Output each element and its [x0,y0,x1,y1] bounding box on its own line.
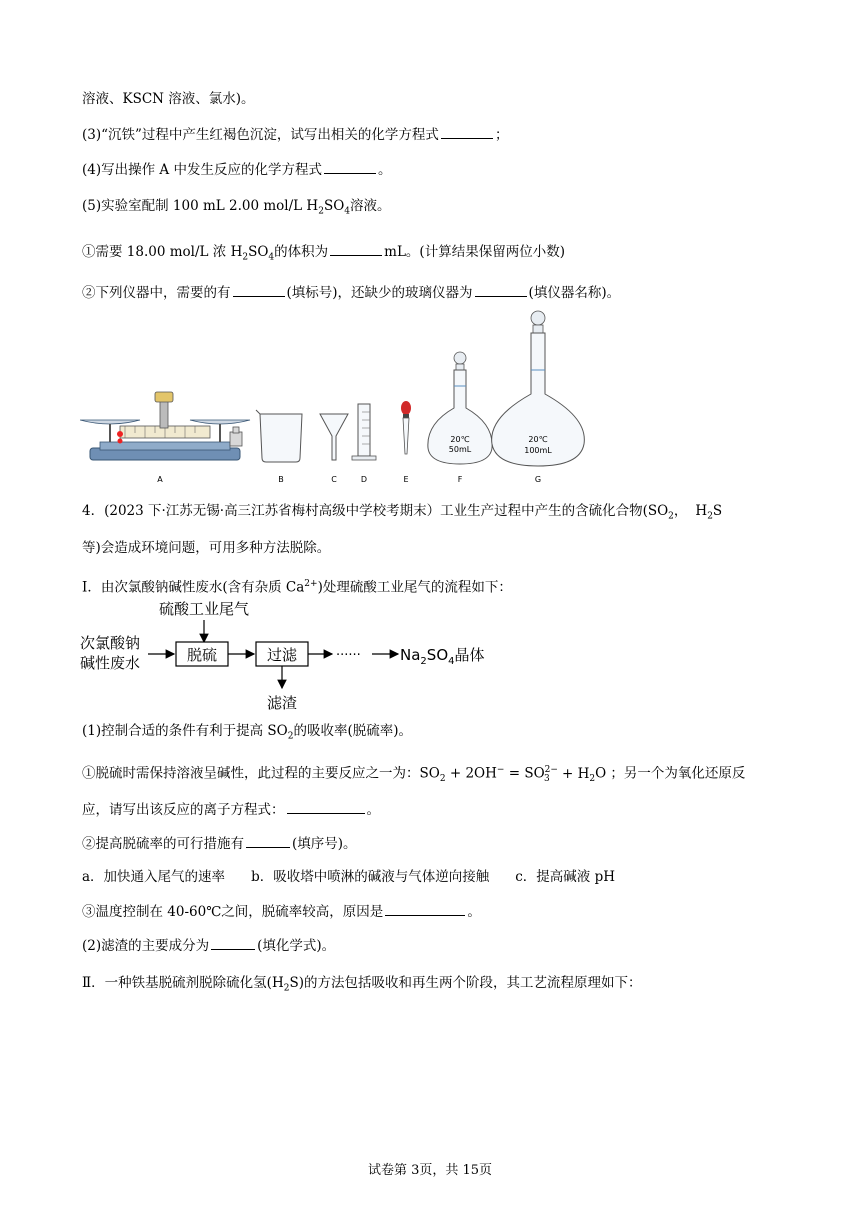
text: S [712,503,723,519]
answer-blank [246,833,290,848]
flow-product: $Na_2SO_4$晶体 [400,646,485,667]
text: (3)“沉铁”过程中产生红褐色沉淀，试写出相关的化学方程式 [82,127,439,143]
flow-ellipsis: ······ [336,648,361,663]
subscript: 2 [287,731,294,742]
subscript: 3 [543,774,550,785]
apparatus-figure [80,308,600,488]
flow-input-water: 碱性废水 [80,654,141,672]
funnel-icon [320,414,348,460]
question-4-stem [82,501,722,527]
text: ③温度控制在 40-60℃之间，脱硫率较高，原因是 [82,904,384,920]
text: )处理硫酸工业尾气的流程如下： [317,579,512,596]
text: SO [323,198,345,214]
sub-question-1-3 [82,901,481,922]
flask-volume-label: 50mL [448,445,472,454]
text-line [82,799,380,820]
text: (4)写出操作 A 中发生反应的化学方程式 [82,162,322,178]
answer-blank [330,241,382,256]
option-a: a．加快通入尾气的速率 [82,869,226,885]
superscript: − [496,765,505,775]
text: Ⅱ．一种铁基脱硫剂脱除硫化氢(H [82,975,284,991]
option-b: b．吸收塔中喷淋的碱液与气体逆向接触 [251,869,490,885]
flask-volume-label: 100mL [524,446,552,455]
text: SO [248,244,269,260]
answer-blank [441,124,493,139]
options-line [82,867,615,887]
sub-question-2 [82,935,335,956]
label-g: G [534,475,542,484]
volumetric-flask-50ml-icon [428,352,492,464]
subscript: 4 [268,252,275,263]
answer-blank [287,799,365,814]
subscript: 2 [589,774,596,785]
text: (5)实验室配制 100 mL 2.00 mol/L H [82,198,319,214]
text: ②下列仪器中，需要的有 [82,285,231,301]
text: (2)滤渣的主要成分为 [82,938,210,954]
part-2-intro [82,973,641,999]
subscript: 2 [707,511,713,522]
dropper-icon [401,401,411,454]
text: 应，请写出该反应的离子方程式： [82,802,285,818]
sub-question-1 [82,241,565,268]
text: + H [557,765,590,782]
text: 溶液、KSCN 溶液、氯水)。 [82,91,255,107]
text: 。 [467,904,481,920]
text: 4．(2023 下·江苏无锡·高三江苏省梅村高级中学校考期末）工业生产过程中产生的含硫化合物(SO [82,503,669,519]
superscript: 2+ [304,579,318,589]
subscript: 2 [668,511,674,522]
question-3 [82,124,508,145]
text: mL。(计算结果保留两位小数) [384,244,565,260]
answer-blank [324,159,376,174]
sub-question-1-2 [82,833,357,854]
text-line [82,538,330,558]
label-e: E [403,475,409,484]
text-line [82,89,255,109]
text: 。 [377,162,392,178]
text: 的吸收率(脱硫率)。 [293,723,413,739]
text: S)的方法包括吸收和再生两个阶段，其工艺流程原理如下： [289,975,642,991]
flask-temp-label: 20℃ [450,435,470,444]
answer-blank [233,282,285,297]
text: 。 [366,802,380,818]
superscript: 2− [544,765,558,775]
text: ①需要 18.00 mol/L 浓 H [82,244,243,260]
text: 溶液。 [350,198,391,214]
subscript: 4 [344,206,351,217]
answer-blank [475,282,527,297]
text: = SO [504,765,545,782]
subscript: 2 [318,206,324,217]
flow-box-label: 过滤 [266,646,298,664]
question-4 [82,159,391,180]
graduated-cylinder-icon [352,404,376,460]
text: 等)会造成环境问题，可用多种方法脱除。 [82,540,331,556]
flow-input-gas: 硫酸工业尾气 [158,600,250,618]
flow-diagram [80,598,500,714]
sub-question-1 [82,721,412,747]
balance-icon [80,392,250,460]
page-footer: 试卷第 3页，共 15页 [367,1163,493,1178]
text: H [695,503,708,519]
text: ①脱硫时需保持溶液呈碱性，此过程的主要反应之一为：SO [82,765,440,782]
beaker-icon [256,410,302,462]
answer-blank [211,935,255,950]
sub-question-2 [82,282,620,303]
question-5 [82,196,391,222]
subscript: 2 [439,774,446,785]
subscript: 2 [283,983,290,994]
part-1-intro [82,574,512,598]
text: ， [673,503,688,519]
sub-question-1-1 [82,760,745,789]
text: ； [494,127,509,143]
answer-blank [385,901,465,916]
text: Ⅰ．由次氯酸钠碱性废水(含有杂质 Ca [82,579,305,596]
text: (填序号)。 [292,836,357,852]
flow-box-label: 脱硫 [186,646,218,664]
volumetric-flask-100ml-icon [492,311,585,466]
text: ②提高脱硫率的可行措施有 [82,836,244,852]
label-b: B [278,475,284,484]
label-d: D [360,475,368,484]
text: O ；另一个为氧化还原反 [595,765,746,782]
option-c: c．提高碱液 pH [515,869,615,885]
text: (填标号)，还缺少的玻璃仪器为 [286,285,473,301]
label-a: A [157,475,163,484]
text: 的体积为 [274,244,329,260]
text: (1)控制合适的条件有利于提高 SO [82,723,288,739]
text: (填仪器名称)。 [528,285,621,301]
flask-temp-label: 20℃ [528,435,548,444]
label-f: F [457,475,463,484]
flow-input-water: 次氯酸钠 [80,634,141,652]
flow-residue: 滤渣 [266,694,298,712]
text: (填化学式)。 [257,938,336,954]
text: + 2OH [445,765,497,782]
label-c: C [331,475,337,484]
subscript: 2 [242,252,249,263]
